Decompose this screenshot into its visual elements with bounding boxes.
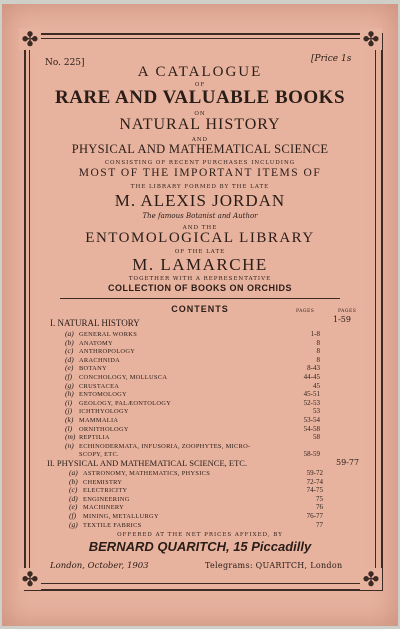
entry-letter: (b) bbox=[69, 476, 78, 486]
section-natural-history: I. NATURAL HISTORY bbox=[50, 318, 140, 328]
entry-label: ANTHROPOLOGY bbox=[79, 348, 136, 356]
jordan-description: The famous Botanist and Author bbox=[142, 212, 258, 220]
title-physical-science: PHYSICAL AND MATHEMATICAL SCIENCE bbox=[71, 142, 329, 156]
entry-pages: 77 bbox=[316, 520, 323, 529]
entry-pages: 1-8 bbox=[310, 330, 320, 338]
entry-letter: (f) bbox=[65, 372, 73, 381]
entry-letter: (a) bbox=[65, 329, 74, 338]
entry-label: REPTILIA bbox=[79, 434, 110, 442]
entry-letter: (l) bbox=[65, 423, 73, 433]
entry-label: ECHINODERMATA, INFUSORIA, ZOOPHYTES, MICRO- bbox=[79, 442, 251, 450]
entry-pages: 76 bbox=[316, 503, 323, 512]
title-and: AND bbox=[191, 137, 209, 143]
entry-label: ORNITHOLOGY bbox=[79, 425, 129, 433]
publication-date: London, October, 1903 bbox=[50, 561, 149, 571]
title-entomological-library: ENTOMOLOGICAL LIBRARY bbox=[85, 230, 315, 246]
entry-label: MINING, METALLURGY bbox=[83, 513, 159, 520]
entry-pages: 54-58 bbox=[303, 424, 320, 433]
entry-pages: 74-75 bbox=[306, 486, 323, 495]
entry-pages: 53-54 bbox=[303, 416, 320, 424]
section-range: 59-77 bbox=[336, 458, 360, 467]
contents-heading: CONTENTS bbox=[171, 304, 229, 314]
entry-pages: 58 bbox=[313, 433, 320, 442]
title-catalogue: A CATALOGUE bbox=[137, 64, 263, 80]
title-and-the: AND THE bbox=[182, 225, 218, 231]
entry-letter: (e) bbox=[65, 363, 74, 373]
pages-label: PAGES bbox=[338, 309, 357, 314]
corner-ornament-icon: ✤ bbox=[360, 28, 382, 50]
title-of: OF bbox=[194, 82, 206, 88]
entry-letter: (h) bbox=[65, 389, 74, 399]
divider bbox=[60, 298, 340, 299]
entry-pages: 72-74 bbox=[306, 477, 323, 486]
entry-pages: 76-77 bbox=[306, 512, 323, 520]
entry-label: ARACHNIDA bbox=[79, 356, 121, 364]
title-on: ON bbox=[194, 111, 206, 117]
name-alexis-jordan: M. ALEXIS JORDAN bbox=[114, 191, 286, 210]
section-physical-science: II. PHYSICAL AND MATHEMATICAL SCIENCE, ETC. bbox=[47, 458, 248, 468]
entry-pages: 52-53 bbox=[303, 398, 320, 407]
pages-label: PAGES bbox=[296, 309, 315, 314]
entry-letter: (m) bbox=[65, 432, 76, 442]
title-orchids: COLLECTION OF BOOKS ON ORCHIDS bbox=[107, 283, 292, 293]
contents-entry bbox=[69, 520, 142, 529]
catalogue-number: No. 225] bbox=[45, 58, 85, 68]
entry-pages: 8 bbox=[316, 355, 320, 364]
entry-label: ENGINEERING bbox=[83, 495, 130, 503]
entry-label: CONCHOLOGY, MOLLUSCA bbox=[79, 374, 168, 381]
entry-label: CHEMISTRY bbox=[83, 478, 123, 486]
entry-letter: (g) bbox=[65, 380, 74, 390]
entry-letter: (k) bbox=[65, 415, 74, 424]
entry-label: SCOPY, ETC. bbox=[79, 451, 119, 459]
entry-letter: (f) bbox=[69, 511, 77, 520]
entry-label: TEXTILE FABRICS bbox=[83, 521, 142, 529]
title-together: TOGETHER WITH A REPRESENTATIVE bbox=[128, 276, 272, 282]
entry-pages: 8 bbox=[316, 338, 320, 347]
price-label: [Price 1s bbox=[311, 54, 352, 64]
entry-letter: (n) bbox=[65, 440, 74, 450]
offered-note: OFFERED AT THE NET PRICES AFFIXED, BY bbox=[117, 532, 283, 538]
title-natural-history: NATURAL HISTORY bbox=[119, 116, 281, 133]
entry-label: GEOLOGY, PALÆONTOLOGY bbox=[79, 399, 172, 407]
title-consisting: CONSISTING OF RECENT PURCHASES INCLUDING bbox=[104, 160, 296, 166]
corner-ornament-icon: ✤ bbox=[19, 568, 41, 590]
title-of-the-late: OF THE LATE bbox=[174, 249, 226, 255]
entry-letter: (g) bbox=[69, 519, 78, 529]
entry-label: ICHTHYOLOGY bbox=[79, 408, 129, 416]
title-formed: THE LIBRARY FORMED BY THE LATE bbox=[130, 184, 270, 190]
entry-pages: 59-72 bbox=[306, 469, 323, 477]
entry-label: CRUSTACEA bbox=[79, 382, 120, 390]
entry-pages: 8 bbox=[316, 347, 320, 356]
entry-letter: (i) bbox=[65, 397, 73, 407]
entry-label: ELECTRICITY bbox=[83, 487, 128, 495]
entry-pages: 53 bbox=[313, 407, 320, 416]
entry-label: MACHINERY bbox=[83, 504, 125, 512]
entry-pages: 44-45 bbox=[303, 373, 320, 381]
entry-letter: (d) bbox=[65, 354, 74, 364]
entry-letter: (c) bbox=[65, 346, 74, 356]
entry-pages: 75 bbox=[316, 494, 323, 503]
entry-letter: (e) bbox=[69, 502, 78, 512]
name-lamarche: M. LAMARCHE bbox=[132, 255, 268, 274]
entry-label: ASTRONOMY, MATHEMATICS, PHYSICS bbox=[83, 470, 211, 477]
entry-label: BOTANY bbox=[79, 365, 107, 373]
entry-label: ENTOMOLOGY bbox=[79, 391, 127, 399]
entry-letter: (d) bbox=[69, 493, 78, 503]
publisher: BERNARD QUARITCH, 15 Piccadilly bbox=[88, 539, 312, 554]
corner-ornament-icon: ✤ bbox=[360, 568, 382, 590]
entry-pages: 45-51 bbox=[303, 390, 320, 399]
entry-letter: (b) bbox=[65, 337, 74, 347]
entry-letter: (c) bbox=[69, 485, 78, 495]
entry-label: GENERAL WORKS bbox=[79, 331, 138, 338]
entry-pages: 8-43 bbox=[307, 364, 320, 373]
entry-label: ANATOMY bbox=[79, 339, 113, 347]
entry-letter: (a) bbox=[69, 468, 78, 477]
telegrams: Telegrams: QUARITCH, London bbox=[205, 561, 343, 570]
corner-ornament-icon: ✤ bbox=[19, 28, 41, 50]
title-rare-books: RARE AND VALUABLE BOOKS bbox=[54, 87, 346, 108]
title-important-items: MOST OF THE IMPORTANT ITEMS OF bbox=[78, 167, 322, 179]
entry-pages: 45 bbox=[313, 381, 320, 390]
entry-pages: 58-59 bbox=[303, 450, 320, 459]
entry-letter: (j) bbox=[65, 406, 73, 416]
entry-label: MAMMALIA bbox=[79, 417, 119, 424]
section-range: 1-59 bbox=[333, 315, 351, 324]
